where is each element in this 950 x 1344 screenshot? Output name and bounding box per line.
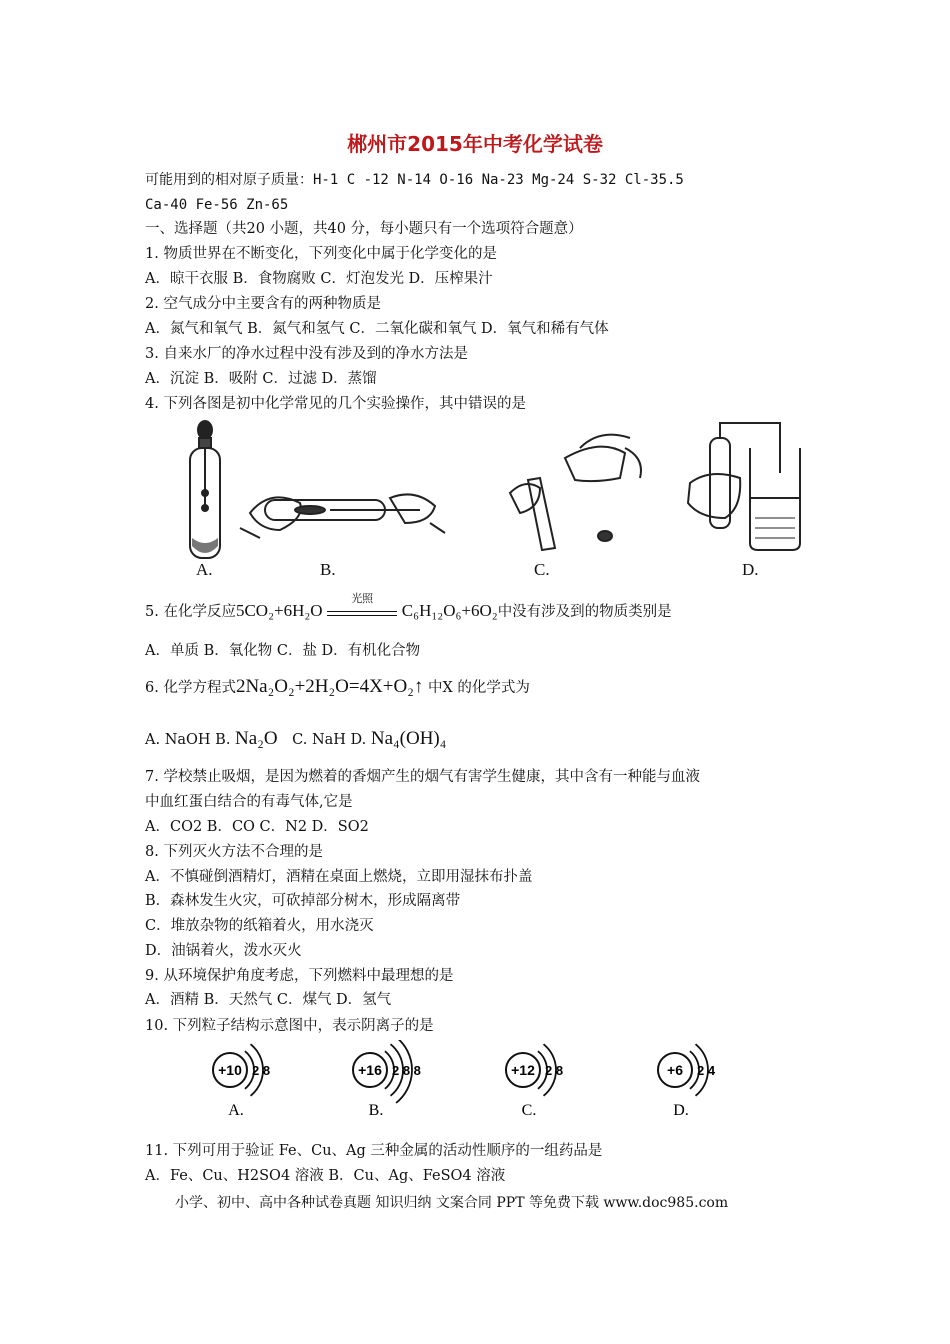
particle-diagram-3 (506, 1044, 563, 1119)
particle-diagram-2 (353, 1040, 421, 1119)
q5-options: A．单质 B．氧化物 C．盐 D．有机化合物 (145, 643, 421, 659)
nucleus-charge: +6 (667, 1062, 683, 1078)
q3-options: A．沉淀 B．吸附 C．过滤 D．蒸馏 (145, 371, 377, 387)
atomic-masses-line1: 可能用到的相对原子质量：H-1 C -12 N-14 O-16 Na-23 Mg-24 S-32 Cl-35.5 (145, 172, 684, 188)
q3-stem: 3. 自来水厂的净水过程中没有涉及到的净水方法是 (145, 346, 468, 362)
q4-label-a: A. (196, 560, 213, 579)
nucleus-charge: +10 (218, 1062, 242, 1078)
q6-option-c: C. NaH D. (292, 732, 367, 748)
q1-stem: 1. 物质世界在不断变化，下列变化中属于化学变化的是 (145, 246, 497, 262)
dropper-test-tube-figure (190, 421, 220, 558)
particle-label: C. (521, 1102, 537, 1119)
particle-diagram-1 (213, 1044, 270, 1119)
q6-stem-before: 6. 化学方程式 (145, 680, 236, 696)
q5-equation-condition: 光照 (351, 592, 374, 605)
q8-stem: 8. 下列灭火方法不合理的是 (145, 844, 323, 860)
q4-label-b: B. (320, 560, 336, 579)
particle-label: D. (673, 1102, 689, 1119)
section-heading: 一、选择题（共20 小题，共40 分，每小题只有一个选项符合题意） (145, 221, 583, 237)
q8-option-d: D．油锅着火，泼水灭火 (145, 943, 302, 959)
q5-reaction-arrow (327, 592, 397, 616)
q10-particle-diagrams (190, 1040, 750, 1120)
q5-stem (145, 592, 672, 622)
horizontal-tube-figure (240, 494, 445, 538)
q5-stem-before: 5. 在化学反应 (145, 604, 236, 620)
shell-electron-counts: 2 8 8 (392, 1063, 421, 1078)
q4-label-d: D. (742, 560, 759, 579)
q11-options: A．Fe、Cu、H2SO4 溶液 B．Cu、Ag、FeSO4 溶液 (145, 1168, 506, 1184)
q7-stem-line2: 中血红蛋白结合的有毒气体,它是 (145, 794, 353, 810)
atomic-masses-line2: Ca-40 Fe-56 Zn-65 (145, 197, 289, 213)
q5-stem-after: 中没有涉及到的物质类别是 (497, 604, 672, 620)
pouring-reagent-figure (510, 435, 641, 550)
q7-stem-line1: 7. 学校禁止吸烟，是因为燃着的香烟产生的烟气有害学生健康，其中含有一种能与血液 (145, 769, 700, 785)
page-title: 郴州市2015年中考化学试卷 (347, 132, 603, 156)
q2-options: A．氮气和氧气 B．氮气和氢气 C．二氧化碳和氧气 D．氧气和稀有气体 (145, 321, 609, 337)
q5-equation-left: 5CO₂+6H₂O (235, 601, 323, 620)
particle-diagram-4 (658, 1044, 716, 1119)
q6-option-a: A. NaOH B. (145, 732, 231, 748)
particle-label: B. (368, 1102, 384, 1119)
q4-experiment-figures (180, 418, 820, 563)
nucleus-charge: +16 (358, 1062, 382, 1078)
q8-option-b: B．森林发生火灾，可砍掉部分树木，形成隔离带 (145, 893, 461, 909)
footer-note: 小学、初中、高中各种试卷真题 知识归纳 文案合同 PPT 等免费下载 www.doc985.com (175, 1195, 729, 1211)
q6-stem-after: 中X 的化学式为 (427, 680, 530, 696)
airtightness-check-figure (688, 423, 800, 550)
shell-electron-counts: 2 4 (697, 1063, 716, 1078)
shell-electron-counts: 2 8 (545, 1063, 564, 1078)
q9-options: A．酒精 B．天然气 C．煤气 D．氢气 (145, 992, 392, 1008)
q6-option-d-formula: Na₄(OH)₄ (370, 728, 447, 749)
q7-options: A．CO2 B．CO C．N2 D．SO2 (145, 819, 369, 835)
q5-equation-right: C₆H₁₂O₆+6O₂ (401, 601, 498, 620)
nucleus-charge: +12 (511, 1062, 535, 1078)
q6-options (145, 729, 446, 750)
q4-label-c: C. (534, 560, 550, 579)
q10-stem: 10. 下列粒子结构示意图中，表示阴离子的是 (145, 1018, 434, 1034)
particle-label: A. (228, 1102, 244, 1119)
shell-electron-counts: 2 8 (252, 1063, 271, 1078)
q8-option-c: C．堆放杂物的纸箱着火，用水浇灭 (145, 918, 374, 934)
q6-stem (145, 677, 530, 698)
q2-stem: 2. 空气成分中主要含有的两种物质是 (145, 296, 381, 312)
q1-options: A．晾干衣服 B．食物腐败 C．灯泡发光 D．压榨果汁 (145, 271, 493, 287)
q11-stem: 11. 下列可用于验证 Fe、Cu、Ag 三种金属的活动性顺序的一组药品是 (145, 1143, 603, 1159)
q6-option-b-formula: Na₂O (235, 728, 278, 749)
q4-stem: 4. 下列各图是初中化学常见的几个实验操作，其中错误的是 (145, 396, 526, 412)
q6-equation: 2Na₂O₂+2H₂O=4X+O₂↑ (235, 676, 424, 697)
q9-stem: 9. 从环境保护角度考虑，下列燃料中最理想的是 (145, 968, 454, 984)
q8-option-a: A．不慎碰倒酒精灯，酒精在桌面上燃烧，立即用湿抹布扑盖 (145, 869, 533, 885)
